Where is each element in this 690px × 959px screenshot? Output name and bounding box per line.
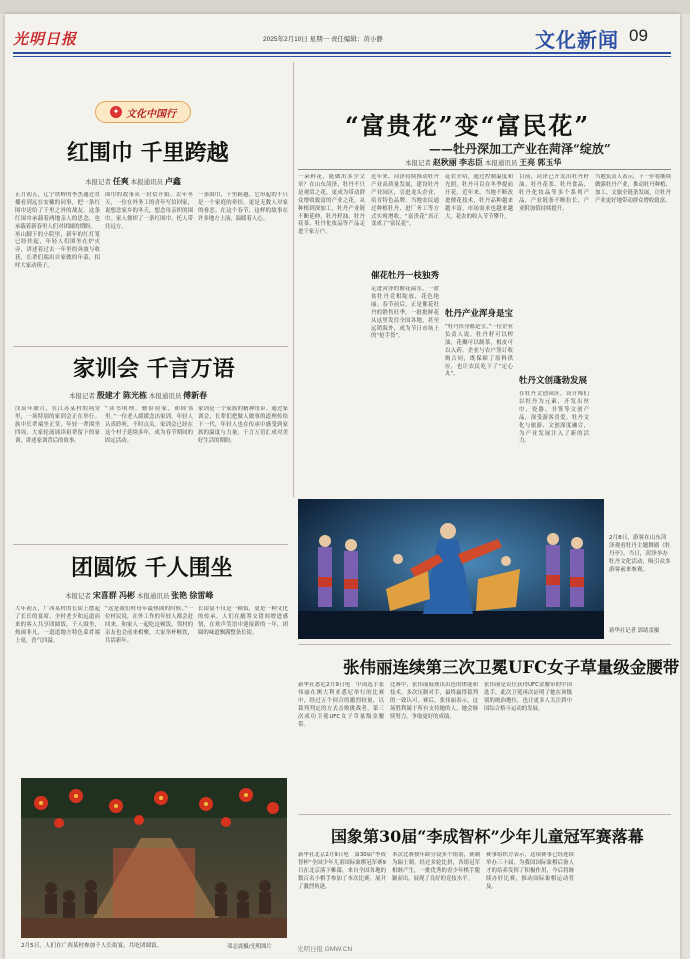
section-title: 文化新闻 bbox=[535, 30, 619, 52]
ufc-col1: 新华社悉尼2月9日电 中国选手张伟丽在澳大利亚悉尼举行的比赛中，经过五个回合的激烈较量，以裁判判定的方式击败挑战者，第三次成功卫冕UFC女子草量级金腰带。 bbox=[298, 682, 384, 728]
section-divider bbox=[13, 346, 288, 347]
family-ties-col2: “读书明理，勤俭持家，和睦邻里。”一位老人缓缓念出家训，年轻人认真聆听，不时点头。家训会已经在这个村子延续多年，成为春节期间的固定活动。 bbox=[105, 406, 193, 444]
page-watermark: 光明日报 GMW.CN bbox=[297, 946, 353, 953]
newspaper-logo: 光明日报 bbox=[13, 30, 78, 48]
peony-col4-bottom: 在牡丹文创园区，设计师们以牡丹为元素，开发出丝巾、瓷器、书签等文创产品，深受游客喜爱。牡丹文化与旅游、文创深度融合，为产业发展注入了新的活力。 bbox=[519, 391, 589, 445]
peony-col3-bottom: “牡丹浑身都是宝。”一位企业负责人说，牡丹籽可以榨油，花瓣可以制茶，根皮可以入药。企业与农户签订收购合同，既保障了原料供应，也让农民吃下了“定心丸”。 bbox=[445, 324, 513, 378]
peony-rule bbox=[298, 169, 671, 170]
reunion-col1: 大年初五，广西某村的长街上摆起了长长的宴席，全村老少和远道而来的客人共享团圆饭。千人围坐，热闹非凡，一道道地方特色菜肴端上桌，香气四溢。 bbox=[15, 606, 100, 644]
peony-subhead-2: 牡丹产业浑身是宝 bbox=[445, 309, 514, 319]
masthead-rule bbox=[13, 52, 671, 54]
family-ties-headline: 家训会 千言万语 bbox=[73, 356, 235, 382]
chess-col2: 本次比赛按年龄分设多个组别，赛制为瑞士制。经过多轮比拼，各组冠军相继产生，一批优秀的青少年棋手脱颖而出，展现了良好的竞技水平。 bbox=[392, 852, 480, 882]
peony-col2-bottom: 走进菏泽的催花温室，一盆盆牡丹竞相绽放，花色艳丽。春节前后，正是催花牡丹的销售旺季，一批批鲜花从这里发往全国各地，甚至远销海外，成为节日市场上的“抢手货”。 bbox=[371, 286, 439, 340]
dance-photo bbox=[298, 499, 604, 639]
lantern-icon: ✦ bbox=[110, 106, 122, 118]
chess-col3: 赛事组织方表示，这项赛事已经连续举办三十届，为我国国际象棋后备人才的培养发挥了积极作用，今后将继续办好比赛，推动国际象棋运动普及。 bbox=[486, 852, 574, 890]
peony-col2-top: 近年来，菏泽持续推动牡丹产业高质量发展，建设牡丹产业园区，引进龙头企业，培育特色品牌。当地农民通过种植牡丹、进厂务工等方式实现增收，“富贵花”真正变成了“富民花”。 bbox=[371, 174, 439, 228]
section-divider bbox=[298, 644, 671, 645]
dance-photo-image bbox=[298, 499, 604, 639]
dance-photo-caption: 2月8日，游客在山东菏泽观看牡丹主题舞剧《牡丹亭》。当日，菏泽举办牡丹文化活动，吸引众多游客前来参观。 bbox=[609, 535, 671, 573]
viewer-top-bar bbox=[0, 0, 690, 14]
family-ties-col1: 戊辰年腊月，在江苏某村的祠堂里，一场特别的家训会正在举行。族中长辈端坐正堂，年轻一辈围坐四周，大家轮流诵读祖辈留下的家训，讲述家训背后的故事。 bbox=[15, 406, 100, 444]
ufc-headline: 张伟丽连续第三次卫冕UFC女子草量级金腰带 bbox=[343, 658, 680, 677]
peony-col1: 一朵鲜花，能做出多少文章？在山东菏泽，牡丹不只是观赏之花，更成为带动群众增收致富的产业之花。从种植到深加工，牡丹产业链不断延伸，牡丹籽油、牡丹花茶、牡丹化妆品等产品走进千家万户。 bbox=[298, 174, 365, 236]
reunion-photo-caption: 2月5日，人们在广西某村参加千人长街宴，共吃团圆饭。 bbox=[21, 943, 163, 949]
red-scarf-byline: 本报记者 任爽 本报通讯员 卢鑫 bbox=[85, 177, 181, 186]
reunion-photo-credit: 邓志震摄/光明图片 bbox=[227, 944, 272, 950]
family-ties-byline: 本报记者 殷建才 陈光栋 本报通讯员 傅新春 bbox=[69, 391, 208, 400]
peony-subhead-1: 催花牡丹一枝独秀 bbox=[371, 271, 440, 281]
page-number: 09 bbox=[629, 26, 648, 45]
red-scarf-col1: 正月初五，辽宁铁岭的李杰通过直播看到远在安徽的同事，把一条红围巾送给了千里之外的战友。这条红围巾承载着两地亲人的思念，也承载着新春里人们对团圆的期盼。 巫山脚下的小院里，新年的红灯笼已经挂起，年轻人们围坐在炉火旁，讲述着过去一年里的奔波与收获，长辈们端出自家做的年菜，招呼大家动筷子。 bbox=[15, 192, 100, 270]
red-scarf-col2: 围巾的故事从一封信开始。去年冬天，一位在外务工的青年写信回家，说想念家乡的冬天，想念母亲织的围巾。家人便织了一条红围巾，托人带往远方。 bbox=[105, 192, 193, 230]
section-divider bbox=[298, 814, 671, 815]
reunion-byline: 本报记者 宋喜群 冯彬 本报通讯员 张艳 徐雷峰 bbox=[65, 591, 214, 600]
reunion-photo-image bbox=[21, 778, 287, 938]
newspaper-page bbox=[5, 14, 680, 959]
badge-label: 文化中国行 bbox=[126, 108, 176, 120]
reunion-headline: 团圆饭 千人围坐 bbox=[71, 555, 233, 581]
chess-headline: 国象第30届“李成智杯”少年儿童冠军赛落幕 bbox=[331, 827, 644, 846]
peony-col5: 当地负责人表示，下一步将继续做强牡丹产业，推动牡丹种植、加工、文旅全链条发展，让牡丹产业更好地带动群众增收致富。 bbox=[595, 174, 671, 204]
peony-subhead-3: 牡丹文创蓬勃发展 bbox=[519, 376, 588, 386]
chess-col1: 新华社北京2月9日电 第30届“李成智杯”全国少年儿童国际象棋冠军赛9日在北京落下帷幕，来自全国各地的数百名小棋手参加了本次比赛，展开了激烈角逐。 bbox=[298, 852, 386, 890]
section-divider bbox=[13, 544, 288, 545]
date-line: 2025年2月10日 星期一 责任编辑：黄小静 bbox=[263, 36, 383, 43]
culture-tour-badge bbox=[95, 101, 191, 123]
family-ties-col3: 家训是一个家族的精神纽带。通过家训会，长辈们把做人做事的道理传给下一代，年轻人也在传承中感受到家族的温度与力量，千言万语汇成对美好生活的期盼。 bbox=[198, 406, 288, 444]
peony-col4-top: 目前，菏泽已开发出牡丹籽油、牡丹花茶、牡丹食品、牡丹化妆品等多个系列产品，产业链条不断拉长，产业附加值持续提升。 bbox=[519, 174, 589, 212]
peony-subheadline: ——牡丹深加工产业在菏泽“绽放” bbox=[429, 142, 611, 156]
reunion-col2: “这是我们村每年最热闹的时候。”一位村民说，在外工作的年轻人都会赶回来，和家人一起吃这顿饭，邻村的亲友也会前来相聚，大家举杯畅饮，共话新年。 bbox=[105, 606, 193, 644]
ufc-col2: 比赛中，张伟丽展现出出色的体能和技术，多次压制对手，最终赢得裁判的一致认可。赛后，张伟丽表示，这场胜利属于所有支持她的人，她会继续努力，争取更好的成绩。 bbox=[390, 682, 478, 720]
reunion-col3: 长街宴不仅是一顿饭，更是一种文化的传承。人们在觥筹交错间增进感情，在欢声笑语中迎接新的一年，团圆的味道飘满整条长街。 bbox=[198, 606, 288, 636]
column-divider bbox=[293, 62, 294, 497]
peony-col3-top: 花农介绍，通过控制温度和光照，牡丹可以在冬季提前开花。近年来，当地不断改进催花技术，牡丹品种越来越丰富，市场需求也越来越大，花农的收入节节攀升。 bbox=[445, 174, 513, 220]
red-scarf-headline: 红围巾 千里跨越 bbox=[67, 140, 229, 166]
peony-headline: “富贵花”变“富民花” bbox=[345, 111, 591, 140]
peony-byline: 本报记者 赵秋丽 李志臣 本报通讯员 王亮 郭玉华 bbox=[405, 158, 562, 167]
red-scarf-col3: 一条围巾，千里跨越。它串起的不只是一个家庭的牵挂，更是无数人对家的眷恋。在这个春节，这样的故事在许多地方上演，温暖着人心。 bbox=[198, 192, 288, 222]
ufc-col3: 张伟丽是首位获得UFC金腰带的中国选手，此次卫冕再次证明了她在该级别的统治地位，也让更多人关注到中国综合格斗运动的发展。 bbox=[484, 682, 572, 712]
dance-photo-credit: 新华社记者 郭绪雷摄 bbox=[609, 628, 660, 634]
masthead-rule-thin bbox=[13, 56, 671, 57]
reunion-photo bbox=[21, 778, 287, 938]
